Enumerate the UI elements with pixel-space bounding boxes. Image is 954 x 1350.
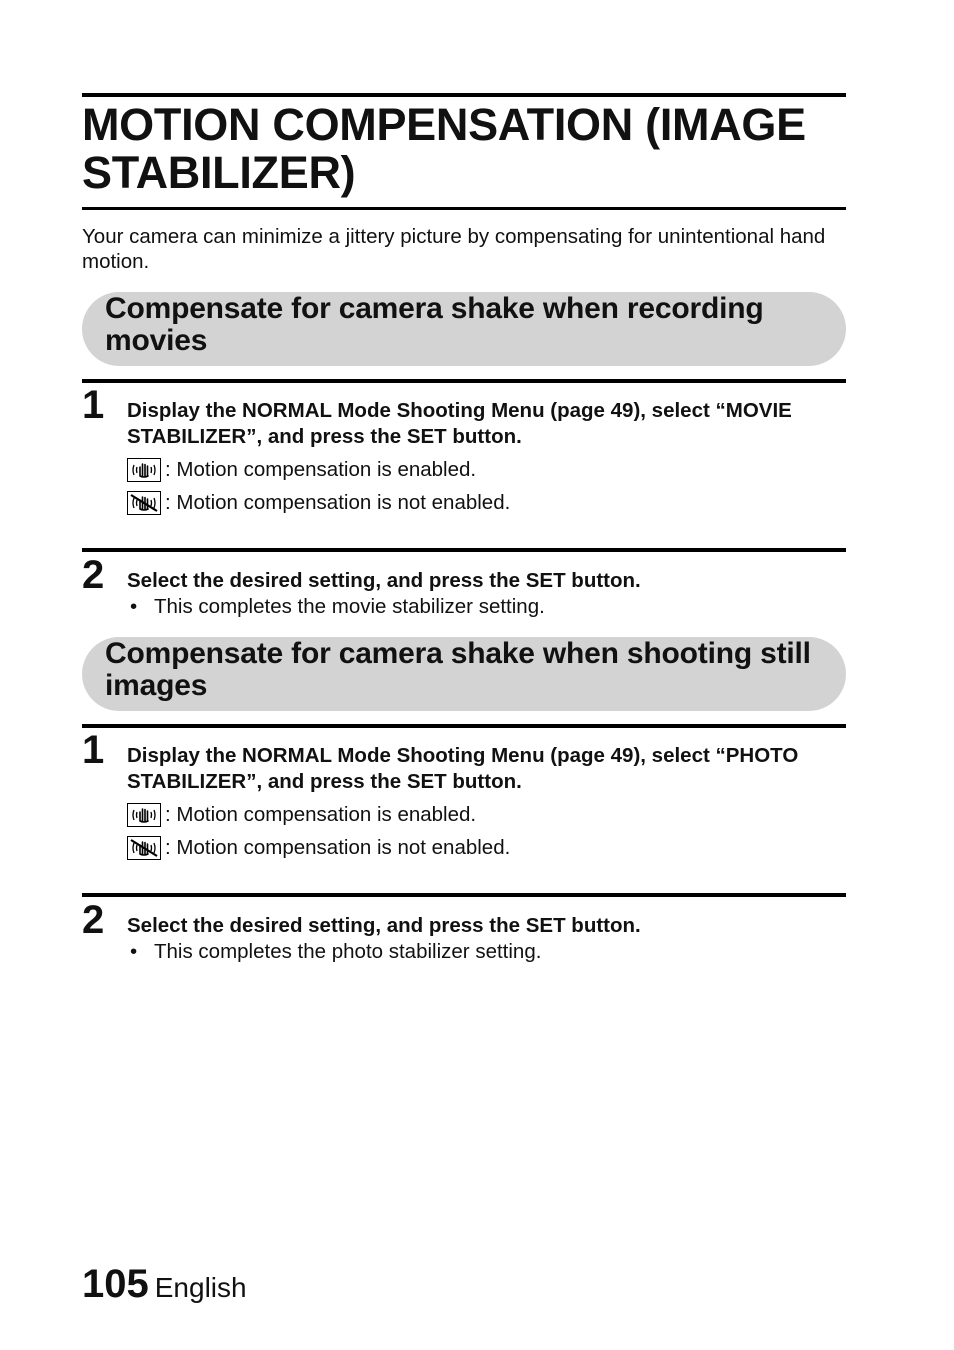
step-instruction: Select the desired setting, and press the SET button. [127,569,641,592]
page-number: 105 [82,1262,149,1306]
step-rule [82,548,846,552]
step-instruction: Display the NORMAL Mode Shooting Menu (page 49), select “MOVIE STABILIZER”, and press the SET button. [127,399,792,448]
option-text: : Motion compensation is enabled. [165,458,477,481]
option-disabled [127,834,827,862]
title-top-rule [82,93,846,97]
option-text: : Motion compensation is not enabled. [165,836,511,859]
intro-paragraph: Your camera can minimize a jittery picture by compensating for unintentional hand motion. [82,225,826,273]
stabilizer-on-icon [127,458,161,482]
bullet-note: • This completes the photo stabilizer setting. [130,940,542,963]
option-enabled [127,801,827,829]
section-heading-movies [82,292,846,366]
page-footer [82,1262,247,1307]
step-number: 1 [82,383,105,427]
option-text: : Motion compensation is enabled. [165,803,477,826]
section-heading-still-images [82,637,846,711]
bullet-note: • This completes the movie stabilizer setting. [130,595,545,618]
section-heading-text: Compensate for camera shake when recording movies [105,292,764,357]
step-number: 2 [82,553,105,597]
step-rule [82,379,846,383]
page-title: MOTION COMPENSATION (IMAGE STABILIZER) [82,99,806,198]
option-enabled [127,456,827,484]
step-rule [82,893,846,897]
stabilizer-on-icon [127,803,161,827]
step-number: 2 [82,898,105,942]
bullet-text: This completes the photo stabilizer setting. [154,940,542,963]
title-bottom-rule [82,207,846,210]
step-instruction: Display the NORMAL Mode Shooting Menu (page 49), select “PHOTO STABILIZER”, and press the SET button. [127,744,799,793]
footer-language: English [154,1272,247,1303]
stabilizer-off-icon [127,836,161,860]
stabilizer-off-icon [127,491,161,515]
step-rule [82,724,846,728]
step-number: 1 [82,728,105,772]
step-instruction: Select the desired setting, and press the SET button. [127,914,641,937]
manual-page [82,0,846,1350]
bullet-text: This completes the movie stabilizer setting. [154,595,545,618]
option-disabled [127,489,827,517]
option-text: : Motion compensation is not enabled. [165,491,511,514]
section-heading-text: Compensate for camera shake when shooting still images [105,637,811,702]
